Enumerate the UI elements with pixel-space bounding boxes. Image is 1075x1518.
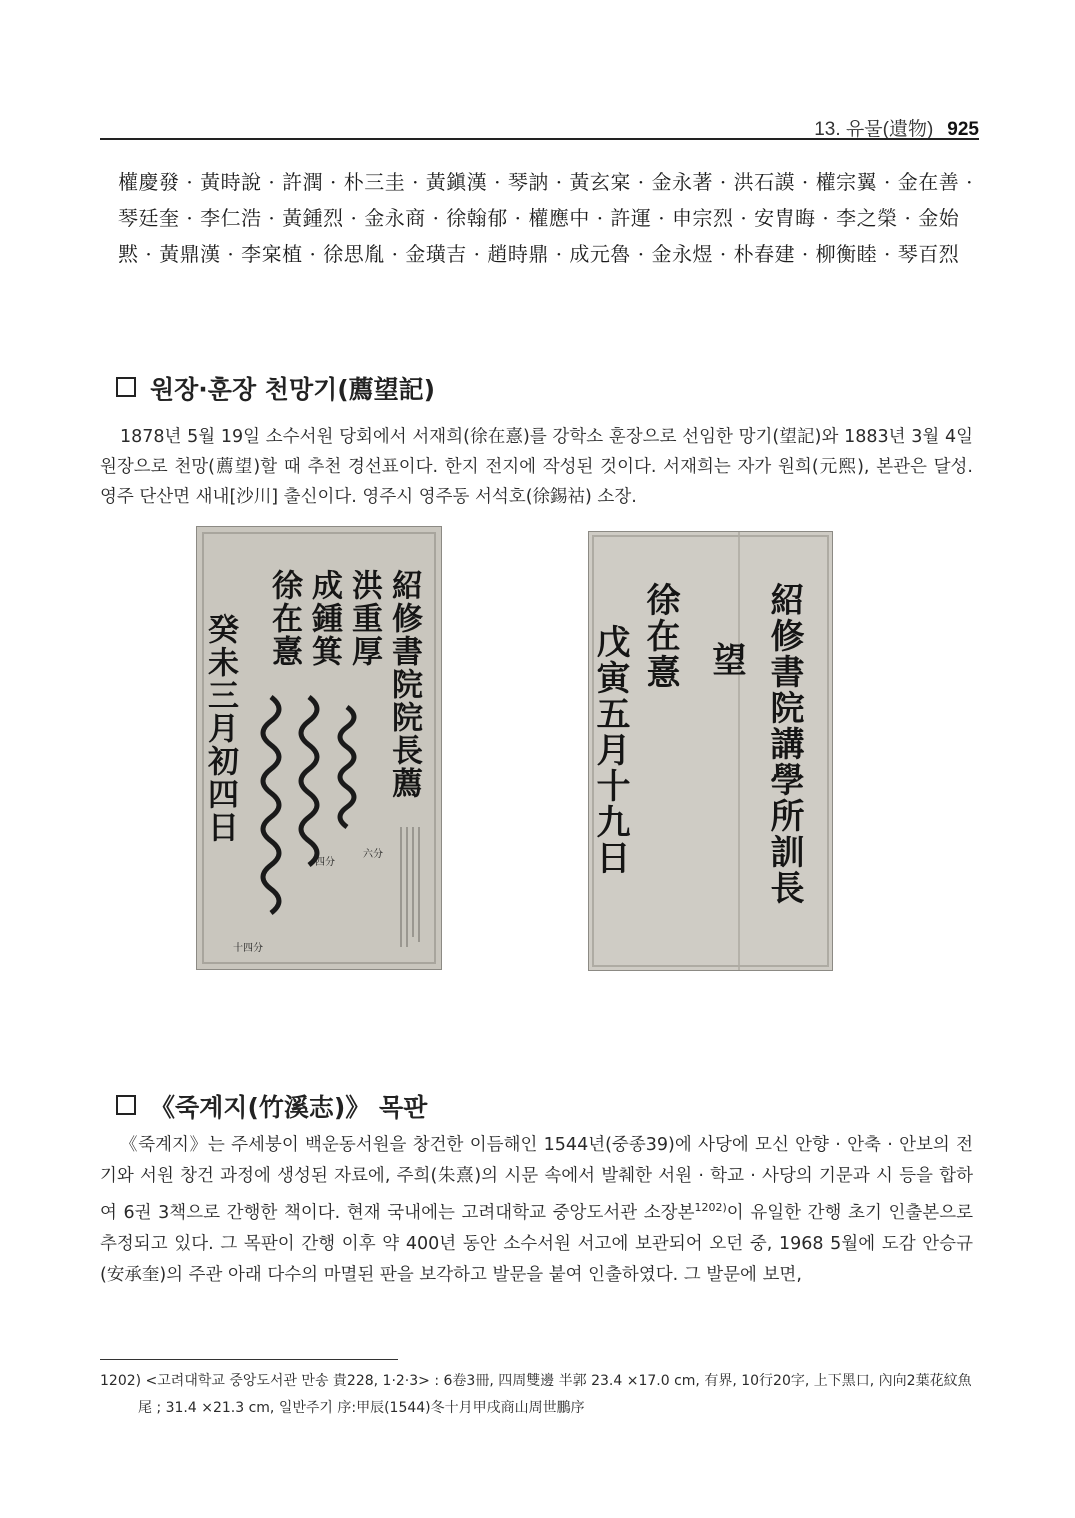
record-mark: 望: [706, 642, 746, 678]
section-heading-2: [116, 1088, 427, 1124]
ballot-title: 紹修書院院長薦: [386, 569, 422, 800]
appointee-name: 徐在憙: [640, 582, 680, 690]
photo-appointment-record: [588, 531, 833, 971]
running-header: [814, 114, 979, 141]
footnote-text: <고려대학교 중앙도서관 만송 貴228, 1·2·3> : 6卷3冊, 四周雙邊 半郭 23.4 ×17.0 cm, 有界, 10行20字, 上下黑口, 內向2葉花紋魚尾 ; 31.4 ×21.3 cm, 일반주기 序:甲辰(1544)冬十月甲戌商山周世鵬序: [138, 1373, 972, 1416]
ballot-date: 癸未三月初四日: [202, 613, 238, 844]
footnote-reference[interactable]: 1202): [694, 1201, 727, 1214]
section-title-2: 《죽계지(竹溪志)》 목판: [150, 1093, 428, 1122]
paragraph-part-a: 《죽계지》는 주세붕이 백운동서원을 창건한 이듬해인 1544년(중종39)에 사당에 모신 안향 · 안축 · 안보의 전기와 서원 창건 과정에 생성된 자료에, 주희(朱熹)의 시문 속에서 발췌한 서원 · 학교 · 사당의 기문과 시 등을 합하여 6권 3책으로 간행한 책이다. 현재 국내에는 고려대학교 중앙도서관 소장본: [100, 1135, 973, 1223]
candidate-2: 成鍾箕: [306, 569, 342, 668]
section-1-paragraph: 1878년 5월 19일 소수서원 당회에서 서재희(徐在憙)를 강학소 훈장으로 선임한 망기(望記)와 1883년 3월 4일 원장으로 천망(薦望)할 때 추천 경선표이다. 한지 전지에 작성된 것이다. 서재희는 자가 원희(元熙), 본관은 달성. 영주 단산면 새내[沙川] 출신이다. 영주시 영주동 서석호(徐錫祜) 소장.: [100, 427, 973, 507]
footnote: [100, 1368, 973, 1422]
score-note-1: 六分: [363, 849, 383, 860]
section-title-1: 원장·훈장 천망기(薦望記): [150, 375, 436, 404]
footnote-rule: [100, 1359, 398, 1360]
record-title: 紹修書院講學所訓長: [764, 582, 804, 906]
page-number: 925: [947, 119, 979, 140]
record-date: 戊寅五月十九日: [590, 624, 630, 876]
footnote-number: 1202): [100, 1373, 142, 1389]
section-2-paragraph: [100, 1130, 973, 1291]
names-list: 權慶發 · 黃時說 · 許潤 · 朴三圭 · 黃鎭漢 · 琴訥 · 黃玄宲 · 金永著 · 洪石謨 · 權宗翼 · 金在善 · 琴廷奎 · 李仁浩 · 黃鍾烈 · 金永商 · 徐翰郁 · 權應中 · 許運 · 申宗烈 · 安胄晦 · 李之榮 · 金始黙 · 黃鼎漢 · 李宲植 · 徐思胤 · 金璜吉 · 趙時鼎 · 成元魯 · 金永煜 · 朴春建 · 柳衡睦 · 琴百烈: [118, 170, 973, 266]
checkbox-bullet-icon: [116, 377, 136, 397]
score-note-2: 四分: [315, 857, 335, 868]
running-title: 13. 유물(遺物): [814, 119, 934, 140]
header-rule: [100, 138, 979, 140]
photo-election-ballot: [196, 526, 442, 970]
candidate-3: 徐在憙: [266, 569, 302, 668]
score-note-3: 十四分: [233, 943, 263, 954]
checkbox-bullet-icon: [116, 1095, 136, 1115]
candidate-1: 洪重厚: [346, 569, 382, 668]
section-heading-1: [116, 370, 435, 406]
paragraph-part-b: 이 유일한 간행 초기 인출본으로 추정되고 있다. 그 목판이 간행 이후 약 400년 동안 소수서원 서고에 보관되어 오던 중, 1968 5월에 도감 안승규(安承奎)의 주관 아래 다수의 마멸된 판을 보각하고 발문을 붙여 인출하였다. 그 발문에 보면,: [100, 1202, 974, 1285]
